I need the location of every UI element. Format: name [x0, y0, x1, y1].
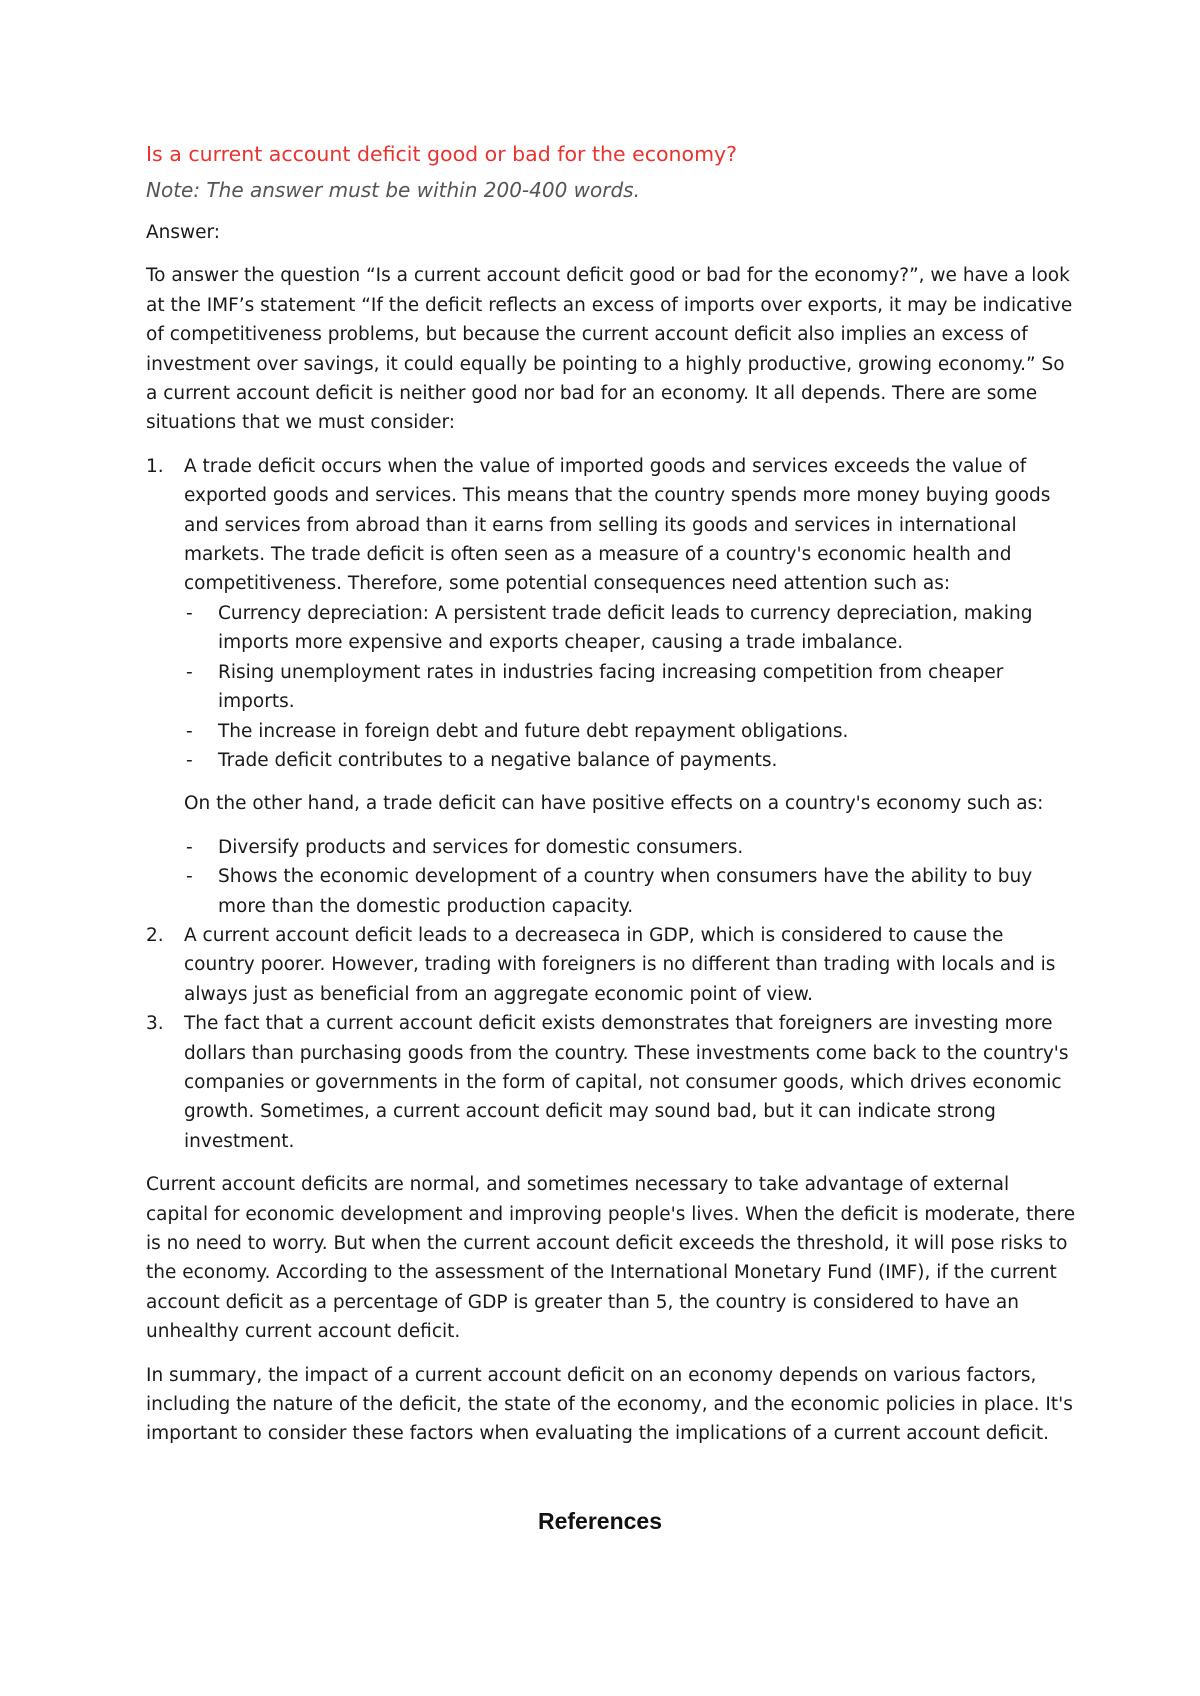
list-item-text: A current account deficit leads to a decreaseca in GDP, which is considered to cause the country poorer. However, trading with foreigners is no different than trading with locals and is always just as beneficial from an aggregate economic point of view. [184, 924, 1056, 1005]
other-hand-paragraph: On the other hand, a trade deficit can have positive effects on a country's economy such as: [184, 793, 1044, 815]
list-number: 1. [146, 455, 164, 477]
answer-label: Answer: [146, 222, 221, 243]
dash-bullet: - [186, 720, 193, 742]
positive-effects-list [184, 833, 1076, 921]
references-heading: References [537, 1508, 663, 1534]
dash-item [184, 717, 1076, 746]
summary-paragraph: In summary, the impact of a current account deficit on an economy depends on various factors, including the nature of the deficit, the state of the economy, and the economic policies in place. It's important to consider these factors when evaluating the implications of a current account deficit. [146, 1364, 1073, 1445]
dash-item [184, 833, 1076, 862]
list-item-text: A trade deficit occurs when the value of imported goods and services exceeds the value of exported goods and services. This means that the country spends more money buying goods and services from abroad than it earns from selling its goods and services in international markets. The trade deficit is often seen as a measure of a country's economic health and competitiveness. Therefore, some potential consequences need attention such as: [184, 455, 1051, 595]
dash-bullet: - [186, 602, 193, 624]
list-item-3 [146, 1009, 1076, 1156]
question-title: Is a current account deficit good or bad for the economy? [146, 142, 738, 166]
dash-item [184, 746, 1076, 775]
dash-bullet: - [186, 836, 193, 858]
list-item-2 [146, 921, 1076, 1009]
dash-bullet: - [186, 866, 193, 888]
list-item-text: The fact that a current account deficit exists demonstrates that foreigners are investing more dollars than purchasing goods from the country. These investments come back to the country's companies or governments in the form of capital, not consumer goods, which drives economic growth. Sometimes, a current account deficit may sound bad, but it can indicate strong investment. [184, 1013, 1069, 1152]
word-limit-note: Note: The answer must be within 200-400 words. [146, 178, 640, 202]
intro-paragraph: To answer the question “Is a current account deficit good or bad for the economy?”, we have a look at the IMF’s statement “If the deficit reflects an excess of imports over exports, it may be indicative of competitiveness problems, but because the current account deficit also implies an excess of investment over savings, it could equally be pointing to a highly productive, growing economy.” So a current account deficit is neither good nor bad for an economy. It all depends. There are some situations that we must consider: [146, 265, 1073, 434]
list-number: 3. [146, 1013, 164, 1035]
dash-item-text: Trade deficit contributes to a negative balance of payments. [218, 749, 778, 771]
situations-list [146, 452, 1076, 1156]
consequences-list [184, 599, 1076, 775]
dash-item-text: Currency depreciation: A persistent trade deficit leads to currency depreciation, making imports more expensive and exports cheaper, causing a trade imbalance. [218, 602, 1033, 654]
dash-item [184, 862, 1076, 921]
dash-item-text: Diversify products and services for domestic consumers. [218, 836, 744, 858]
list-item-1 [146, 452, 1076, 921]
dash-bullet: - [186, 749, 193, 771]
dash-item-text: The increase in foreign debt and future debt repayment obligations. [218, 720, 849, 742]
normal-deficit-paragraph: Current account deficits are normal, and sometimes necessary to take advantage of external capital for economic development and improving people's lives. When the deficit is moderate, there is no need to worry. But when the current account deficit exceeds the threshold, it will pose risks to the economy. According to the assessment of the International Monetary Fund (IMF), if the current account deficit as a percentage of GDP is greater than 5, the country is considered to have an unhealthy current account deficit. [146, 1174, 1076, 1343]
document-content [146, 140, 1076, 1463]
list-number: 2. [146, 924, 164, 946]
dash-item-text: Shows the economic development of a country when consumers have the ability to buy more than the domestic production capacity. [218, 866, 1033, 917]
dash-item [184, 599, 1076, 658]
dash-item [184, 658, 1076, 717]
dash-item-text: Rising unemployment rates in industries facing increasing competition from cheaper imports. [218, 661, 1004, 713]
dash-bullet: - [186, 661, 193, 683]
